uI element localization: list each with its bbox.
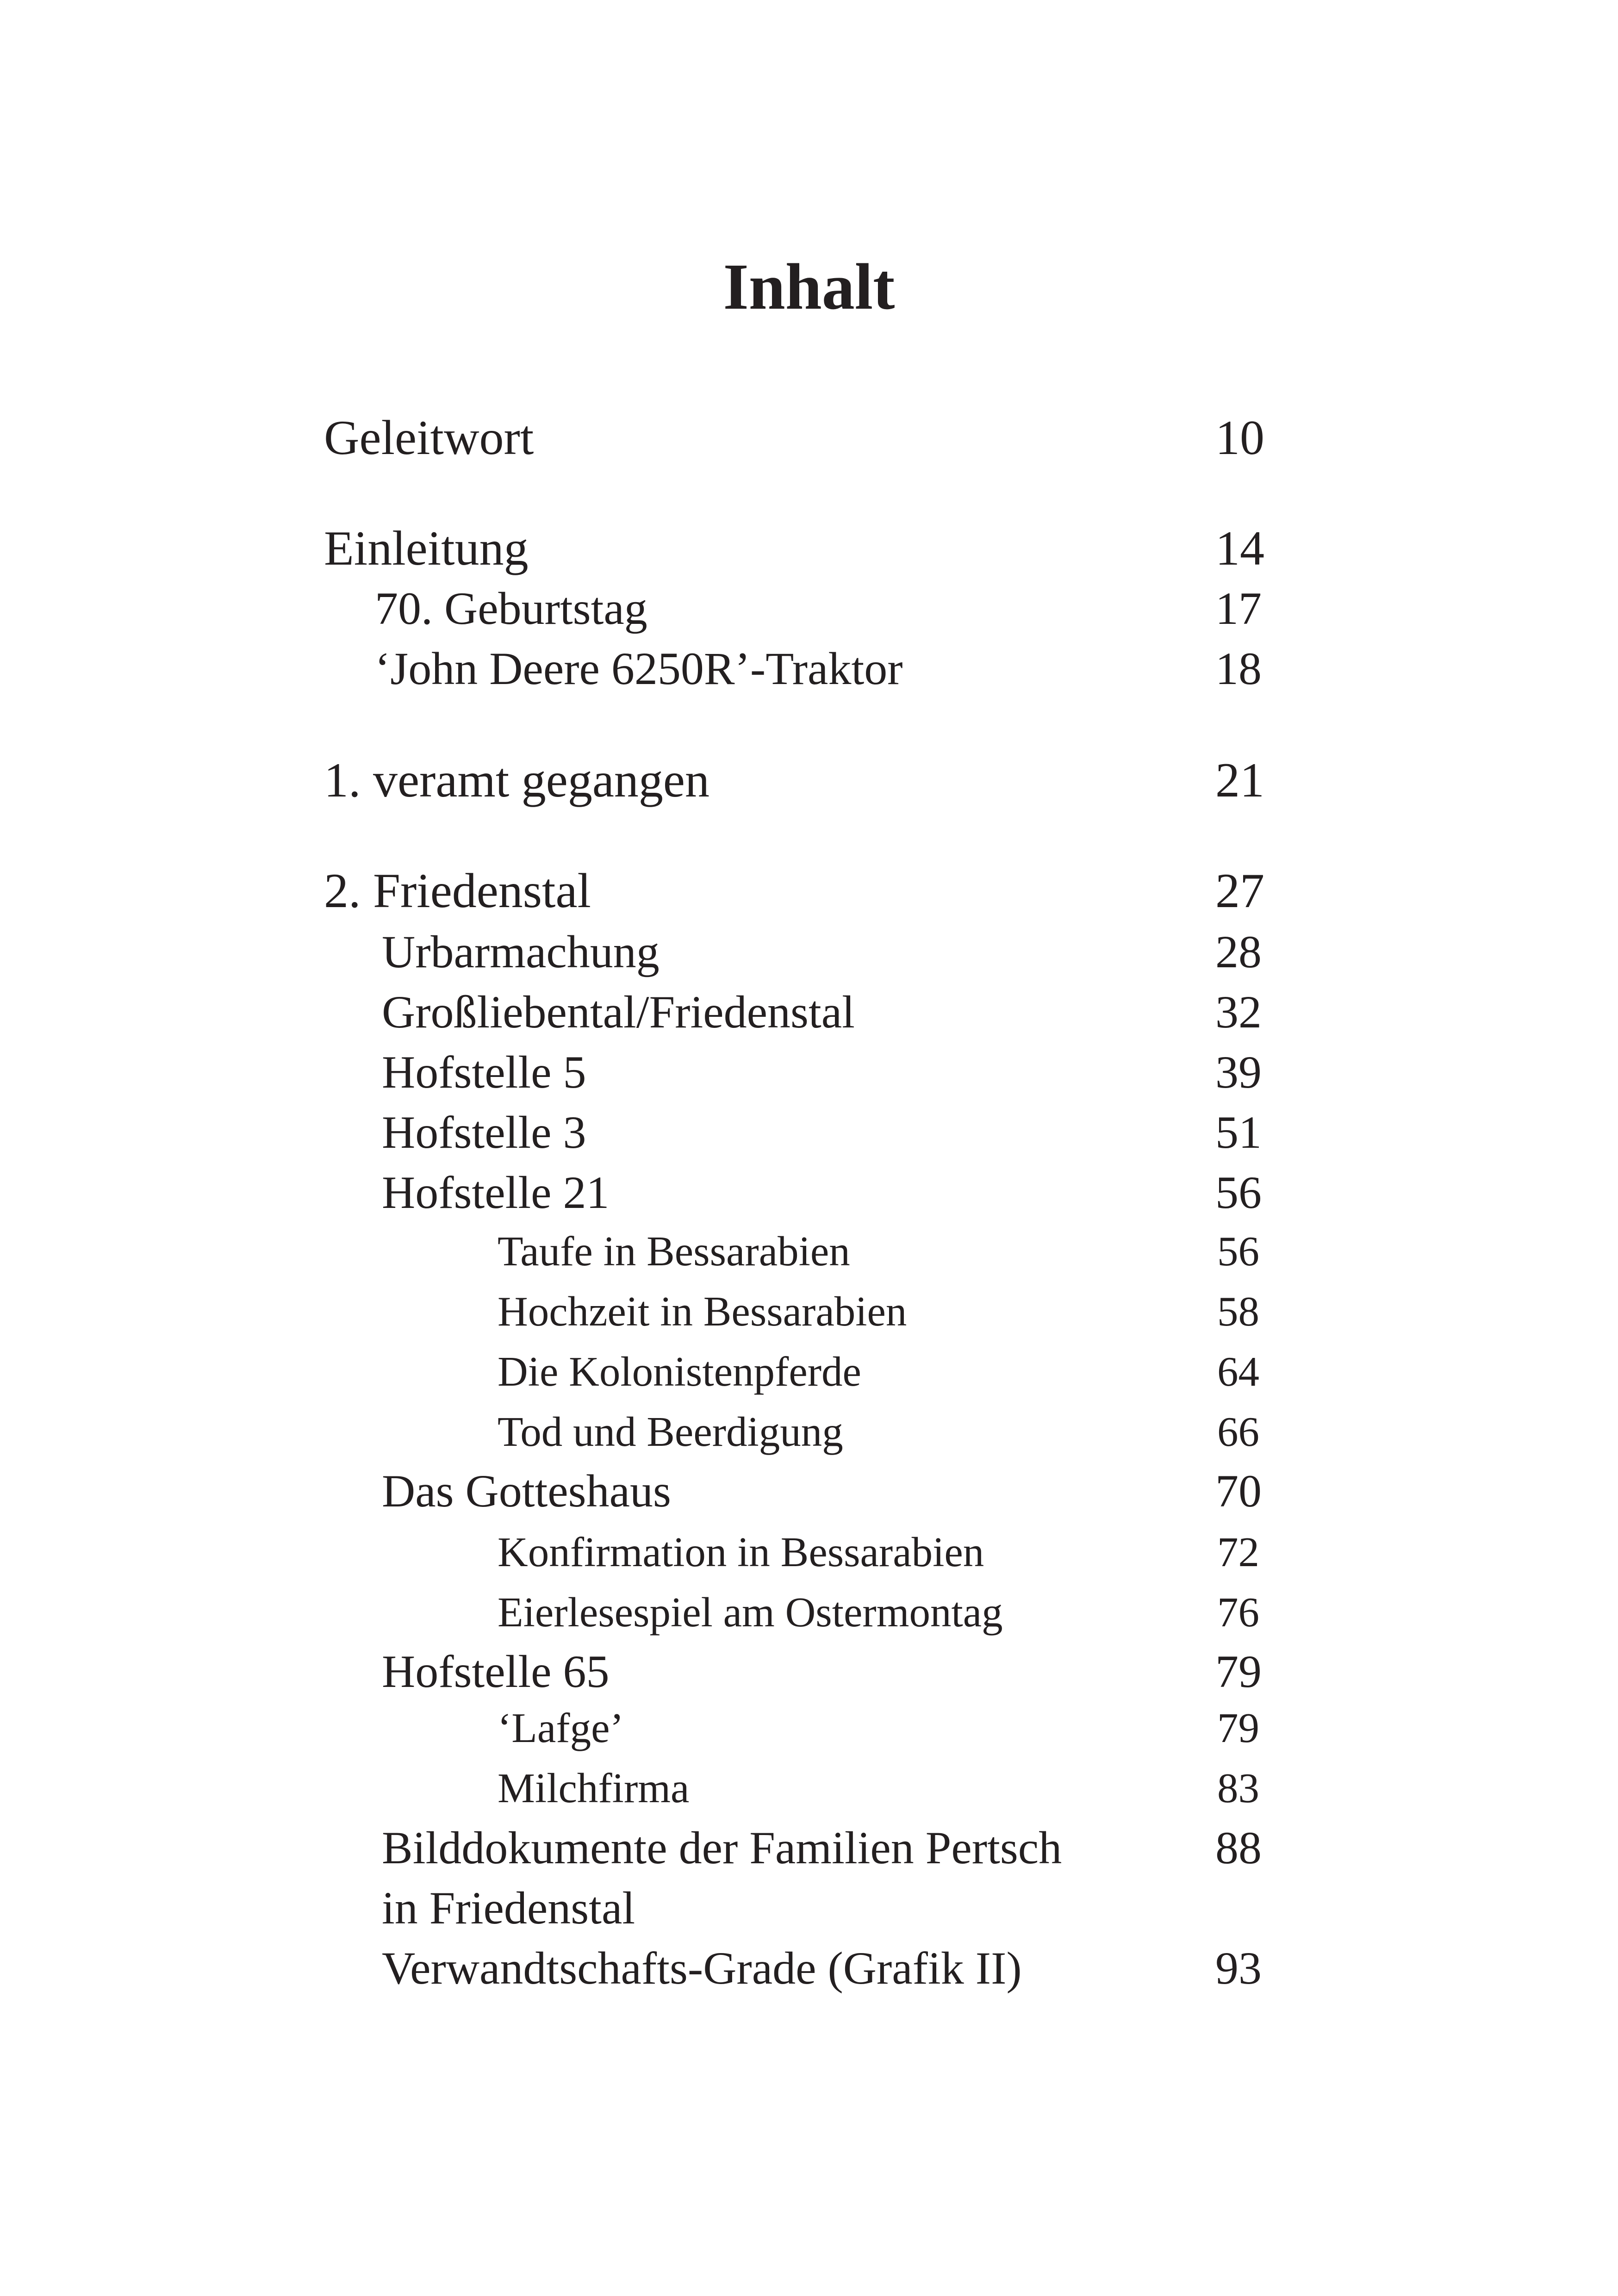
toc-page-number: 17 bbox=[1215, 583, 1262, 634]
toc-page-number: 18 bbox=[1215, 643, 1262, 694]
toc-entry: Geleitwort bbox=[324, 411, 534, 465]
page-title: Inhalt bbox=[723, 250, 895, 323]
toc-page-number: 10 bbox=[1215, 411, 1264, 465]
toc-entry: 2. Friedenstal bbox=[324, 864, 591, 918]
toc-page-number: 79 bbox=[1215, 1646, 1262, 1697]
toc-entry-continuation: in Friedenstal bbox=[382, 1882, 635, 1934]
toc-page-number: 27 bbox=[1215, 864, 1264, 918]
toc-entry: Einleitung bbox=[324, 521, 529, 575]
toc-page-number: 70 bbox=[1215, 1465, 1262, 1517]
toc-page-number: 93 bbox=[1215, 1942, 1262, 1994]
toc-entry: Taufe in Bessarabien bbox=[498, 1228, 850, 1275]
toc-entry: ‘Lafge’ bbox=[498, 1705, 624, 1751]
toc-entry: Verwandtschafts-Grade (Grafik II) bbox=[382, 1942, 1022, 1994]
toc-page-number: 72 bbox=[1217, 1529, 1259, 1575]
toc-entry: Tod und Beerdigung bbox=[498, 1408, 843, 1455]
toc-entry: Die Kolonistenpferde bbox=[498, 1348, 861, 1395]
toc-page-number: 58 bbox=[1217, 1288, 1259, 1335]
toc-entry: Hofstelle 5 bbox=[382, 1046, 586, 1098]
toc-entry: Konfirmation in Bessarabien bbox=[498, 1529, 984, 1575]
toc-page-number: 21 bbox=[1215, 753, 1264, 807]
toc-page-number: 32 bbox=[1215, 986, 1262, 1038]
toc-page-number: 88 bbox=[1215, 1822, 1262, 1873]
toc-page-number: 39 bbox=[1215, 1046, 1262, 1098]
toc-entry: Hofstelle 21 bbox=[382, 1167, 610, 1218]
toc-entry: Hofstelle 65 bbox=[382, 1646, 610, 1697]
toc-page-number: 64 bbox=[1217, 1348, 1259, 1395]
toc-entry: Urbarmachung bbox=[382, 926, 660, 977]
toc-page-number: 28 bbox=[1215, 926, 1262, 977]
toc-page-number: 83 bbox=[1217, 1765, 1259, 1811]
toc-page-number: 56 bbox=[1217, 1228, 1259, 1275]
toc-page-number: 66 bbox=[1217, 1408, 1259, 1455]
toc-entry: 1. veramt gegangen bbox=[324, 753, 709, 807]
toc-entry: ‘John Deere 6250R’-Traktor bbox=[375, 643, 903, 694]
toc-entry: Hofstelle 3 bbox=[382, 1107, 586, 1158]
toc-page-number: 76 bbox=[1217, 1589, 1259, 1636]
toc-page-number: 51 bbox=[1215, 1107, 1262, 1158]
toc-page-number: 79 bbox=[1217, 1705, 1259, 1751]
toc-entry: Milchfirma bbox=[498, 1765, 690, 1811]
toc-entry: Bilddokumente der Familien Pertsch bbox=[382, 1822, 1062, 1873]
toc-entry: Hochzeit in Bessarabien bbox=[498, 1288, 907, 1335]
toc-page-number: 14 bbox=[1215, 521, 1264, 575]
toc-entry: Großliebental/Friedenstal bbox=[382, 986, 855, 1038]
toc-entry: 70. Geburtstag bbox=[375, 583, 647, 634]
toc-entry: Das Gotteshaus bbox=[382, 1465, 671, 1517]
toc-page-number: 56 bbox=[1215, 1167, 1262, 1218]
toc-entry: Eierlesespiel am Ostermontag bbox=[498, 1589, 1003, 1636]
